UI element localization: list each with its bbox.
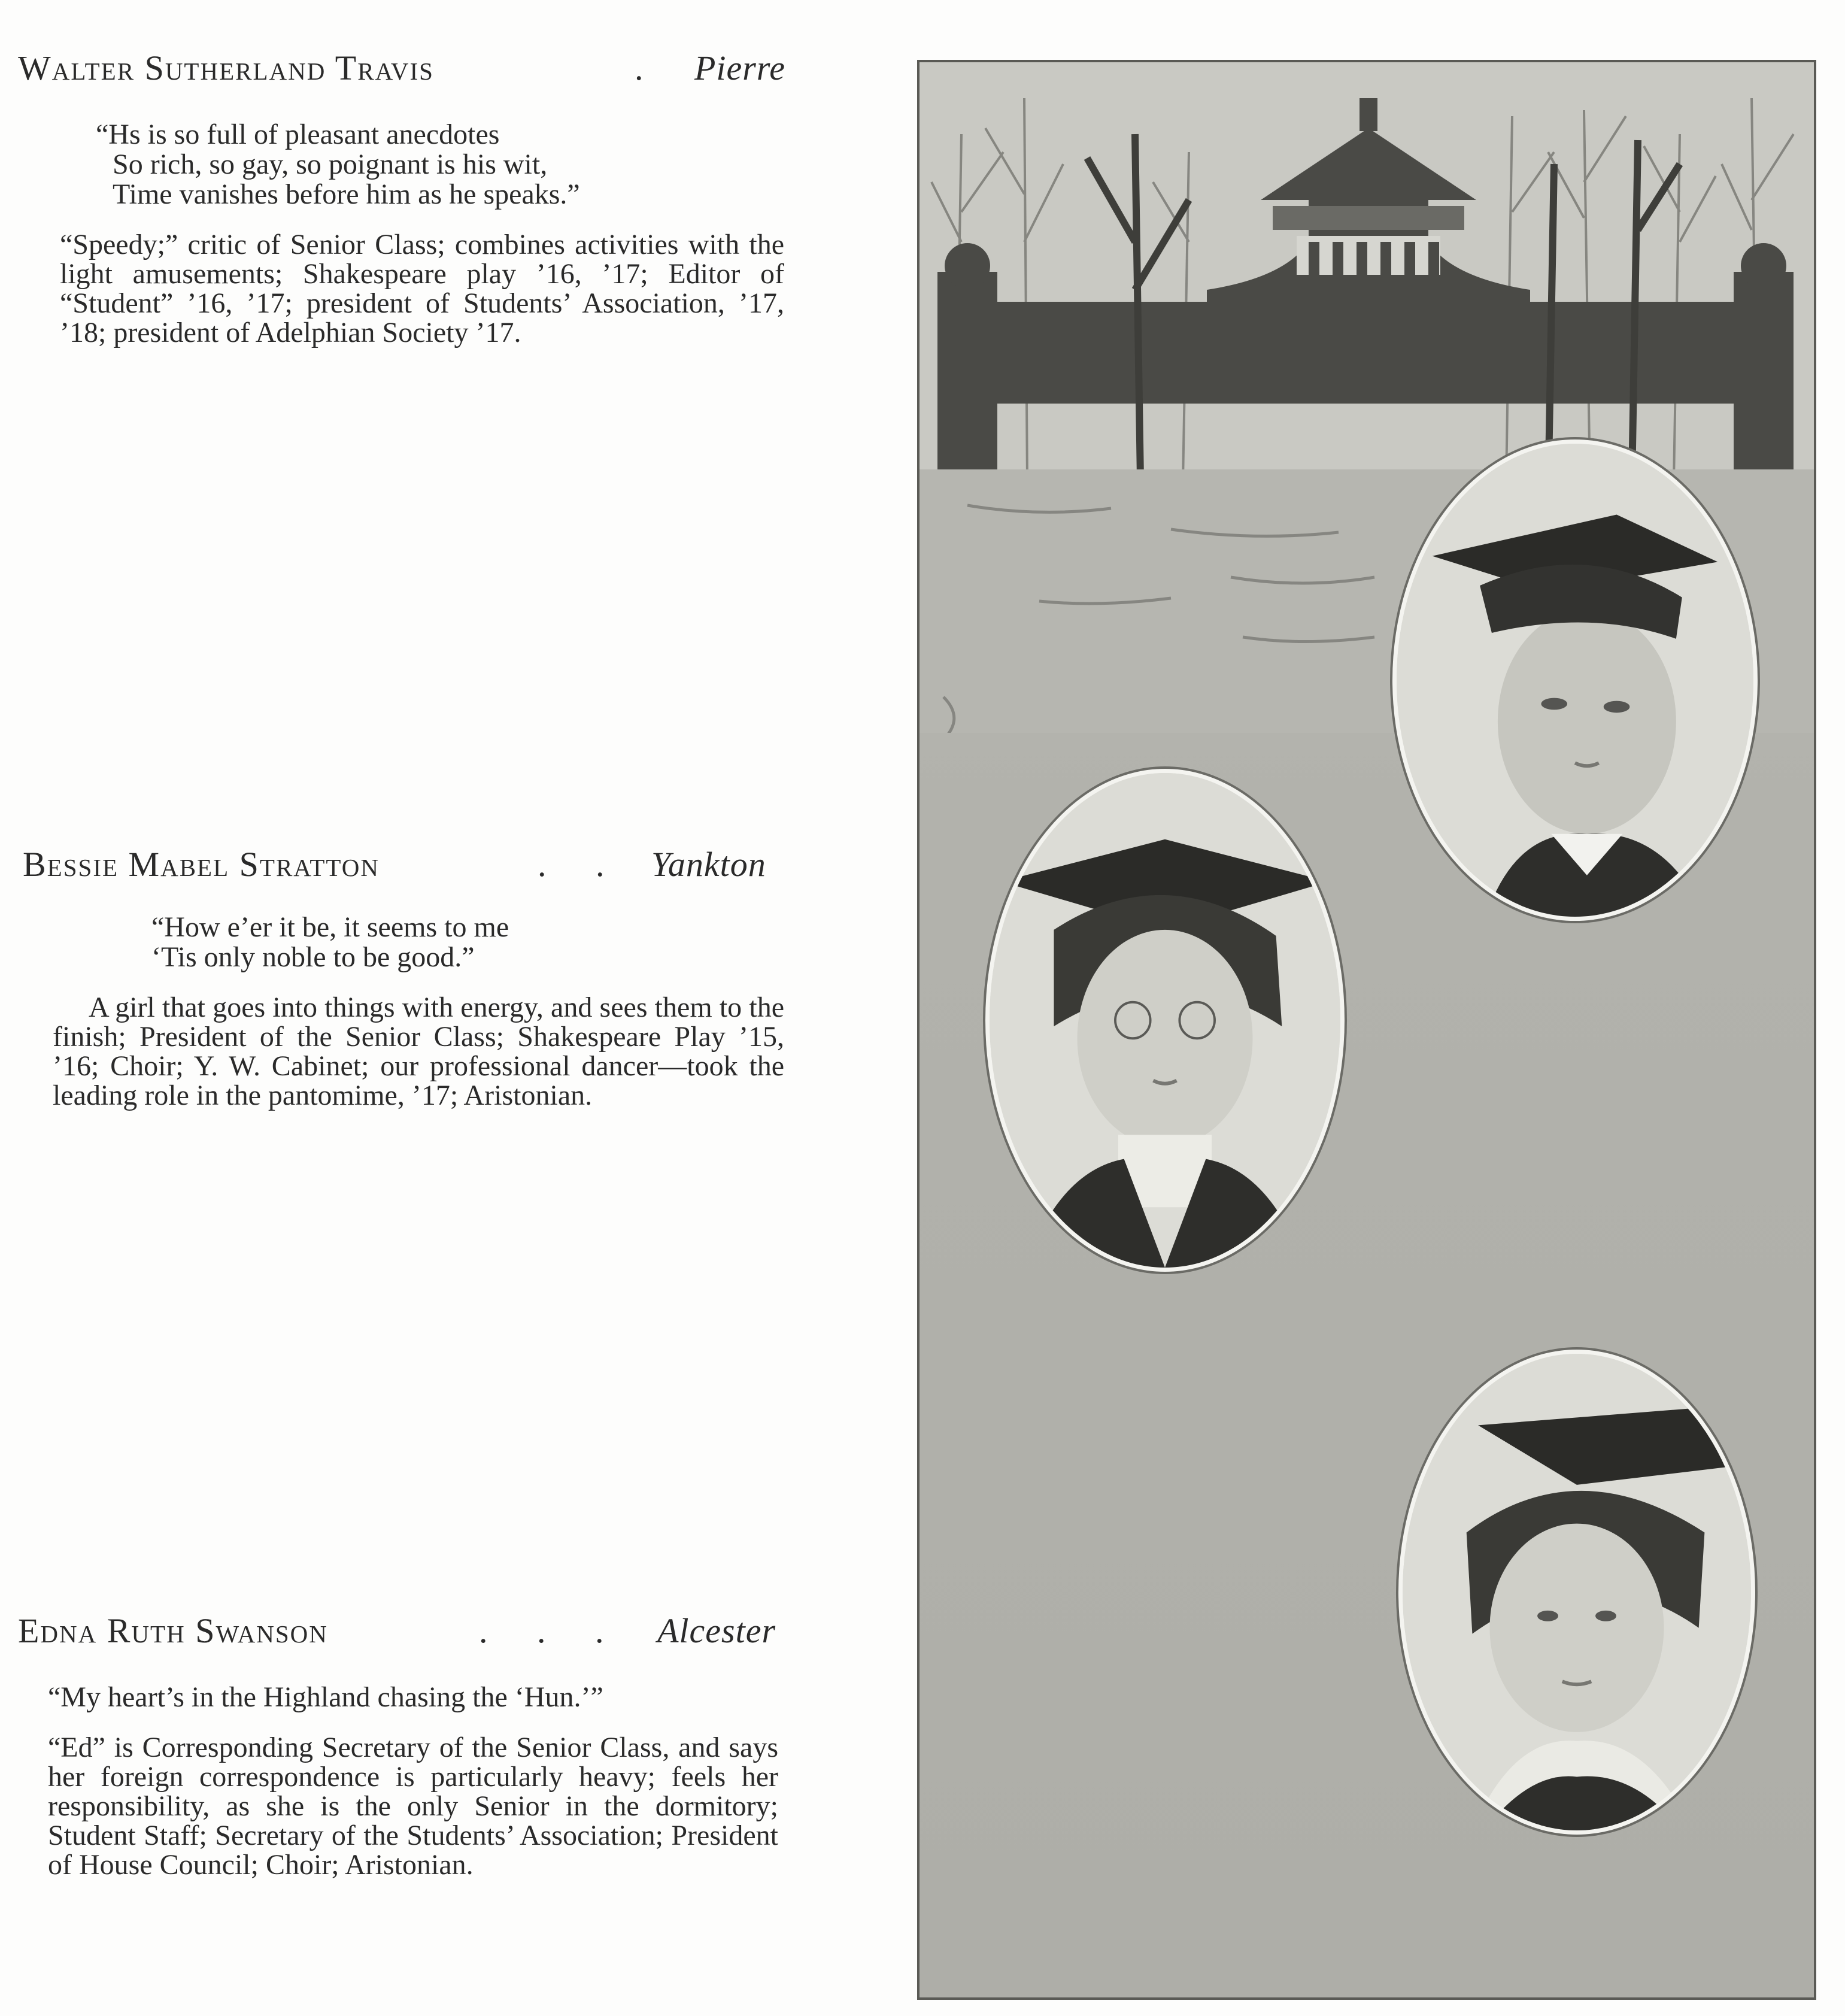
entry-header	[18, 1611, 808, 1665]
senior-entry-stratton	[23, 844, 813, 1110]
entry-header	[23, 844, 813, 898]
entry-description: “Speedy;” critic of Senior Class; combines activities with the light amusements; Shakespeare play ’16, ’17; Editor of “Student” ’16, ’17; president of Students’ Association, ’17, ’18; president of Adelphian Society ’17.	[60, 229, 784, 348]
student-name: Walter Sutherland Travis	[18, 48, 434, 87]
student-name: Bessie Mabel Stratton	[23, 845, 380, 884]
quote-line: “My heart’s in the Highland chasing the ‘Hun.’”	[48, 1681, 603, 1713]
hometown: Yankton	[651, 845, 766, 884]
entry-description: A girl that goes into things with energy, and sees them to the finish; President of the Senior Class; Shakespeare Play ’15, ’16; Choir; Y. W. Cabinet; our professional dancer—took the leading role in the pantomime, ’17; Aristonian.	[53, 992, 784, 1111]
portrait-photo-stratton	[985, 769, 1345, 1272]
entry-quote	[48, 1682, 778, 1712]
leader-dots: . . .	[479, 1611, 624, 1650]
entry-header	[18, 48, 808, 102]
entry-description: “Ed” is Corresponding Secretary of the Senior Class, and says her foreign correspondence is particularly heavy; feels her responsibility, as she is the only Senior in the dormitory; Student Staff; Secretary of the Students’ Association; President of House Council; Choir; Aristonian.	[48, 1732, 778, 1881]
portrait-photo-swanson	[1398, 1350, 1755, 1835]
student-name: Edna Ruth Swanson	[18, 1611, 328, 1650]
senior-entry-swanson	[18, 1611, 808, 1879]
senior-entry-travis	[18, 48, 808, 347]
quote-line: So rich, so gay, so poignant is his wit,	[113, 148, 548, 180]
entry-quote	[96, 120, 808, 210]
quote-line: “How e’er it be, it seems to me	[151, 911, 509, 943]
hometown: Alcester	[657, 1611, 776, 1650]
quote-line: “Hs is so full of pleasant anecdotes	[96, 119, 500, 150]
quote-line: ‘Tis only noble to be good.”	[151, 941, 475, 973]
entry-quote	[151, 912, 813, 972]
leader-dots: . .	[538, 845, 625, 884]
portrait-image	[1403, 1354, 1751, 1830]
quote-line: Time vanishes before him as he speaks.”	[113, 178, 580, 210]
portrait-image	[1397, 444, 1753, 917]
hometown: Pierre	[694, 48, 786, 87]
illustrated-photo-panel	[917, 60, 1816, 2000]
leader-dots: .	[635, 48, 664, 87]
portrait-photo-travis	[1392, 439, 1758, 921]
portrait-image	[990, 773, 1340, 1268]
